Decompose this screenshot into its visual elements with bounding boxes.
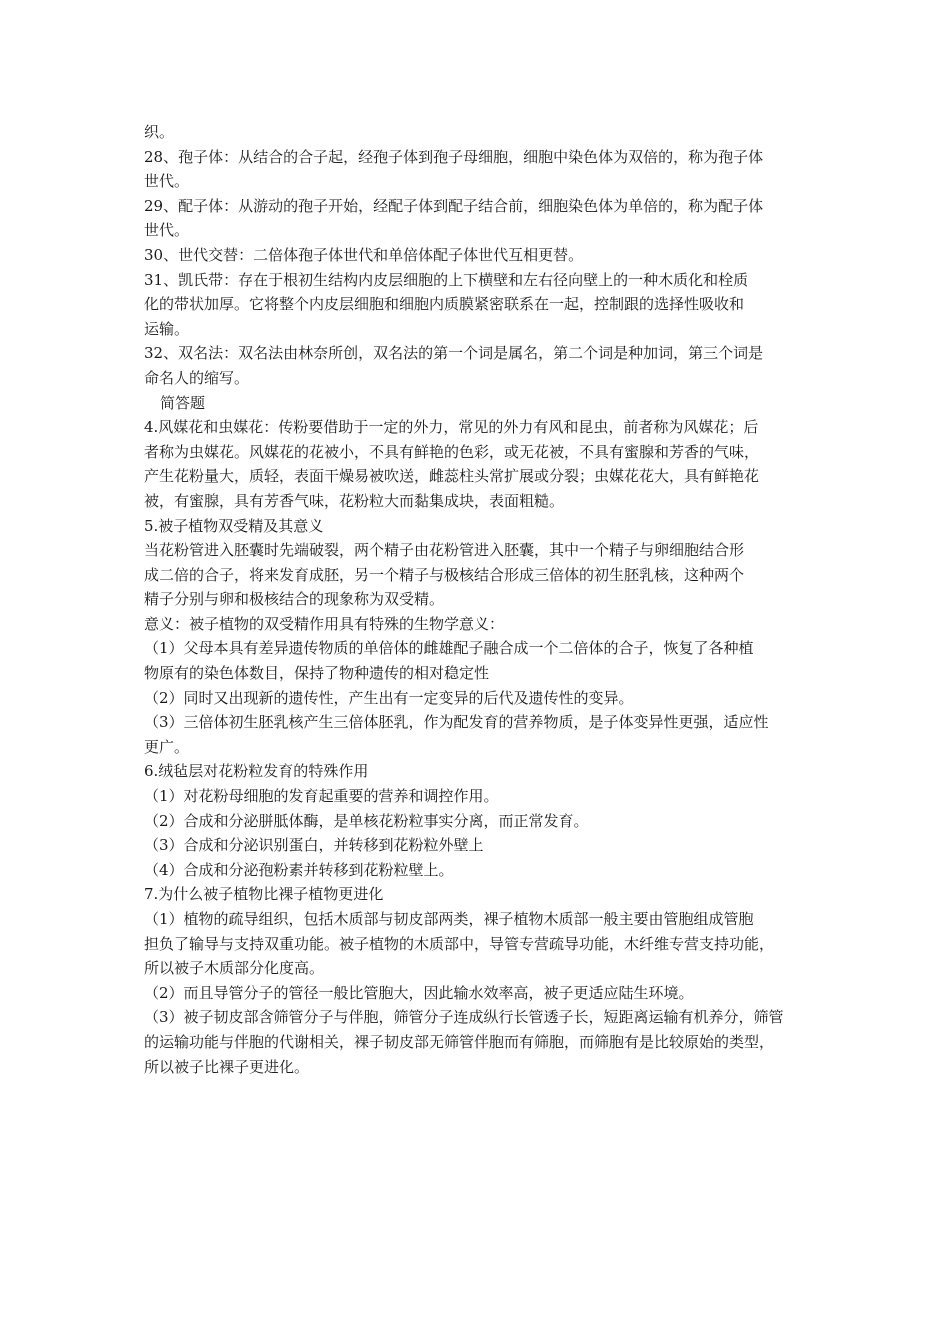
definition-29: 29、配子体：从游动的孢子开始，经配子体到配子结合前，细胞染色体为单倍的，称为配子体 bbox=[144, 196, 764, 215]
text-line: 当花粉管进入胚囊时先端破裂，两个精子由花粉管进入胚囊，其中一个精子与卵细胞结合形 bbox=[144, 541, 745, 560]
definition-30: 30、世代交替：二倍体孢子体世代和单倍体配子体世代互相更替。 bbox=[144, 245, 584, 264]
text-line: 世代。 bbox=[144, 221, 190, 240]
list-item: （3）三倍体初生胚乳核产生三倍体胚乳，作为配发育的营养物质，是子体变异性更强，适应性 bbox=[144, 713, 769, 732]
text-line: 所以被子木质部分化度高。 bbox=[144, 959, 325, 978]
question-4: 4.风媒花和虫媒花：传粉要借助于一定的外力，常见的外力有风和昆虫，前者称为风媒花；后 bbox=[144, 418, 759, 437]
list-item: （2）同时又出现新的遗传性，产生出有一定变异的后代及遗传性的变异。 bbox=[144, 688, 634, 707]
text-line: 的运输功能与伴胞的代谢相关，裸子韧皮部无筛管伴胞而有筛胞，而筛胞有是比较原始的类型， bbox=[144, 1032, 775, 1051]
text-line: 产生花粉量大，质轻，表面干燥易被吹送，雌蕊柱头常扩展或分裂；虫媒花花大，具有鲜艳花 bbox=[144, 467, 760, 486]
definition-28: 28、孢子体：从结合的合子起，经孢子体到孢子母细胞，细胞中染色体为双倍的，称为孢子体 bbox=[144, 147, 764, 166]
list-item: （2）合成和分泌胼胝体酶，是单核花粉粒事实分离，而正常发育。 bbox=[144, 811, 589, 830]
definition-31: 31、凯氏带：存在于根初生结构内皮层细胞的上下横壁和左右径向壁上的一种木质化和栓质 bbox=[144, 270, 749, 289]
text-line: 被，有蜜腺，具有芳香气味，花粉粒大而黏集成块，表面粗糙。 bbox=[144, 491, 565, 510]
text-line: 担负了输导与支持双重功能。被子植物的木质部中，导管专营疏导功能，木纤维专营支持功能， bbox=[144, 934, 775, 953]
list-item: （1）对花粉母细胞的发育起重要的营养和调控作用。 bbox=[144, 787, 499, 806]
list-item: （4）合成和分泌孢粉素并转移到花粉粒壁上。 bbox=[144, 860, 454, 879]
question-5-heading: 5.被子植物双受精及其意义 bbox=[144, 516, 324, 535]
list-item: （3）被子韧皮部含筛管分子与伴胞，筛管分子连成纵行长管透子长，短距离运输有机养分，筛管 bbox=[144, 1008, 784, 1027]
document-page bbox=[144, 120, 812, 1079]
section-heading: 简答题 bbox=[160, 393, 206, 412]
definition-32: 32、双名法：双名法由林奈所创，双名法的第一个词是属名，第二个词是种加词，第三个词是 bbox=[144, 344, 764, 363]
list-item: （1）父母本具有差异遗传物质的单倍体的雌雄配子融合成一个二倍体的合子，恢复了各种植 bbox=[144, 639, 754, 658]
list-item: （3）合成和分泌识别蛋白，并转移到花粉粒外壁上 bbox=[144, 836, 484, 855]
text-line: 成二倍的合子，将来发育成胚，另一个精子与极核结合形成三倍体的初生胚乳核，这种两个 bbox=[144, 565, 745, 584]
text-line: 所以被子比裸子更进化。 bbox=[144, 1057, 310, 1076]
text-line: 更广。 bbox=[144, 737, 190, 756]
text-line: 命名人的缩写。 bbox=[144, 368, 250, 387]
question-7-heading: 7.为什么被子植物比裸子植物更进化 bbox=[144, 885, 384, 904]
text-line: 世代。 bbox=[144, 172, 190, 191]
question-6-heading: 6.绒毡层对花粉粒发育的特殊作用 bbox=[144, 762, 369, 781]
text-line: 化的带状加厚。它将整个内皮层细胞和细胞内质膜紧密联系在一起，控制跟的选择性吸收和 bbox=[144, 295, 745, 314]
text-line: 精子分别与卵和极核结合的现象称为双受精。 bbox=[144, 590, 445, 609]
list-item: （2）而且导管分子的管径一般比管胞大，因此输水效率高，被子更适应陆生环境。 bbox=[144, 983, 694, 1002]
text-line: 意义：被子植物的双受精作用具有特殊的生物学意义： bbox=[144, 614, 505, 633]
list-item: （1）植物的疏导组织，包括木质部与韧皮部两类，裸子植物木质部一般主要由管胞组成管胞 bbox=[144, 910, 754, 928]
text-line: 织。 bbox=[144, 123, 175, 141]
text-line: 者称为虫媒花。风媒花的花被小，不具有鲜艳的色彩，或无花被，不具有蜜腺和芳香的气味， bbox=[144, 442, 760, 461]
text-line: 物原有的染色体数目，保持了物种遗传的相对稳定性 bbox=[144, 664, 490, 683]
text-line: 运输。 bbox=[144, 319, 190, 338]
